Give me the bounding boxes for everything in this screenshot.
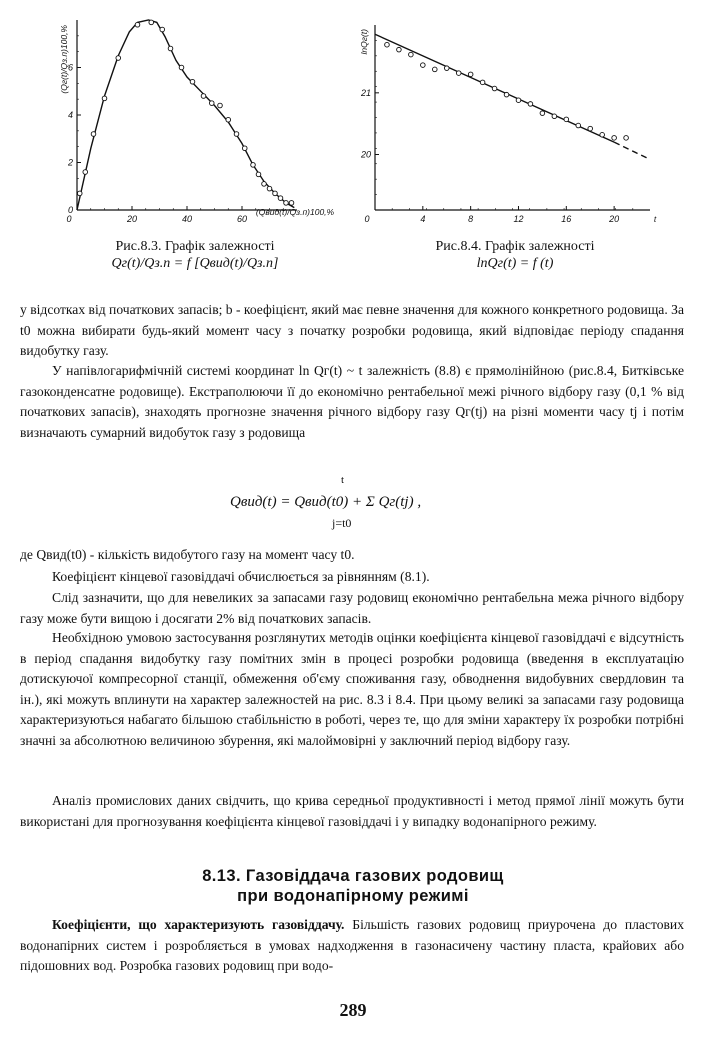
x-tick-label: 60 bbox=[236, 214, 248, 224]
data-point bbox=[516, 98, 521, 103]
x-tick-label: 0 bbox=[66, 214, 72, 224]
data-point bbox=[256, 172, 261, 177]
paragraph-3: де Qвид(t0) - кількість видобутого газу на момент часу t0. bbox=[20, 547, 355, 562]
data-point bbox=[226, 117, 231, 122]
data-point bbox=[77, 191, 82, 196]
x-axis-label: t bbox=[653, 214, 657, 224]
figure-8-4 bbox=[355, 15, 665, 230]
data-point bbox=[504, 92, 509, 97]
y-axis-label: lnQг(t) bbox=[359, 29, 369, 55]
data-point bbox=[273, 191, 278, 196]
data-point bbox=[432, 67, 437, 72]
paragraph-8-lead: Коефіцієнти, що характеризують газовіддачу. bbox=[52, 917, 345, 932]
data-point bbox=[540, 111, 545, 116]
paragraph-1: у відсотках від початкових запасів; b - коефіцієнт, який має певне значення для кожного конкретного родовища. За t0 можна вибирати будь-який момент часу з початку розробки родовища, який відповідає періоду спадання видобутку газу. bbox=[20, 302, 684, 358]
figure-8-4-caption-line2: lnQг(t) = f (t) bbox=[476, 256, 554, 271]
formula-main: Qвид(t) = Qвид(t0) + Σ Qг(tj) , bbox=[230, 494, 422, 510]
x-axis-label: (Qвид(t)/Qз.п)100,% bbox=[255, 207, 335, 217]
data-point bbox=[480, 80, 485, 85]
sum-formula bbox=[230, 474, 530, 544]
data-point bbox=[409, 52, 414, 57]
data-point bbox=[168, 46, 173, 51]
data-point bbox=[160, 27, 165, 32]
data-point bbox=[102, 96, 107, 101]
figure-8-3 bbox=[55, 15, 335, 230]
chart-8-4 bbox=[355, 15, 665, 230]
y-tick-label: 4 bbox=[67, 110, 73, 120]
formula-upper: t bbox=[341, 474, 345, 486]
data-point bbox=[262, 182, 267, 187]
figure-8-4-caption bbox=[365, 238, 665, 272]
data-point bbox=[564, 117, 569, 122]
data-point bbox=[234, 132, 239, 137]
paragraph-4: Коефіцієнт кінцевої газовіддачі обчислюється за рівнянням (8.1). bbox=[52, 569, 430, 584]
x-tick-label: 8 bbox=[468, 214, 474, 224]
y-axis-label: (Qг(t)/Qз.п)100,% bbox=[59, 25, 69, 94]
section-title bbox=[0, 866, 706, 906]
data-point bbox=[91, 132, 96, 137]
paragraph-7: Аналіз промислових даних свідчить, що крива середньої продуктивності і метод прямої лінії можуть бути використані для прогнозування коефіцієнта кінцевої газовіддачі і у випадку водонапірного режиму. bbox=[20, 793, 684, 829]
x-tick-label: 40 bbox=[181, 214, 193, 224]
data-point bbox=[278, 196, 283, 201]
data-point bbox=[421, 63, 426, 68]
paragraph-8 bbox=[20, 915, 684, 977]
data-point bbox=[468, 72, 473, 77]
y-tick-label: 2 bbox=[67, 157, 73, 168]
data-point bbox=[456, 71, 461, 76]
paragraph-8-text: Більшість газових родовищ приурочена до пластових водонапірних систем і розробляється в умовах надходження в газонасичену частину пласта, крайових або підошовних вод. Розробка газових родовищ при водо- bbox=[20, 917, 684, 973]
data-point bbox=[179, 65, 184, 70]
data-point bbox=[267, 186, 272, 191]
data-point bbox=[190, 79, 195, 84]
x-tick-label: 0 bbox=[364, 214, 370, 224]
data-point bbox=[492, 86, 497, 91]
data-point bbox=[600, 132, 605, 137]
x-tick-label: 4 bbox=[420, 214, 426, 224]
data-point bbox=[284, 201, 289, 206]
data-point bbox=[624, 136, 629, 141]
data-point bbox=[242, 146, 247, 151]
page-number: 289 bbox=[339, 1000, 367, 1020]
data-point bbox=[251, 163, 256, 168]
section-title-line1: 8.13. Газовіддача газових родовищ bbox=[202, 867, 504, 885]
figure-8-3-caption-line2: Qг(t)/Qз.п = f [Qвид(t)/Qз.п] bbox=[111, 256, 279, 271]
data-point bbox=[289, 201, 294, 206]
data-point bbox=[116, 56, 121, 61]
section-title-line2: при водонапірному режимі bbox=[237, 887, 469, 905]
y-tick-label: 20 bbox=[360, 149, 371, 160]
data-point bbox=[201, 94, 206, 99]
extrapolation-line bbox=[614, 142, 650, 159]
data-point bbox=[209, 101, 214, 106]
x-tick-label: 20 bbox=[126, 214, 138, 224]
data-point bbox=[385, 42, 390, 47]
data-point bbox=[83, 170, 88, 175]
data-point bbox=[218, 103, 223, 108]
data-point bbox=[397, 47, 402, 52]
y-tick-label: 0 bbox=[67, 205, 73, 215]
data-point bbox=[576, 123, 581, 128]
formula-lower: j=t0 bbox=[332, 516, 352, 530]
figure-8-3-caption bbox=[55, 238, 335, 272]
data-point bbox=[588, 126, 593, 131]
y-tick-label: 21 bbox=[360, 87, 371, 98]
paragraph-5: Слід зазначити, що для невеликих за запасами газу родовищ економічно рентабельна межа річного відбору газу може бути вищою і досягати 2% від початкових запасів. bbox=[20, 590, 684, 626]
data-point bbox=[135, 22, 140, 27]
data-point bbox=[149, 20, 154, 25]
data-point bbox=[612, 136, 617, 141]
x-tick-label: 16 bbox=[561, 214, 572, 224]
data-point bbox=[444, 66, 449, 71]
y-tick-label: 6 bbox=[67, 62, 73, 73]
paragraph-2: У напівлогарифмічній системі координат ln Qг(t) ~ t залежність (8.8) є прямолінійною (рис.8.4, Битківське газоконденсатне родовище). Екстраполюючи її до економічно рентабельної межі річного відбору газу (0,1 % від початкових запасів), знаходять прогнозне значення річного відбору газу Qг(tj) на різні моменти часу tj і потім визначають сумарний видобуток газу з родовища bbox=[20, 363, 684, 440]
paragraph-6: Необхідною умовою застосування розглянутих методів оцінки коефіцієнта кінцевої газовіддачі є відсутність в період спадання видобутку газу помітних змін в процесі розробки родовища (введення в експлуатацію дотискуючої компресорної станції, обмеження об'єму споживання газу, обводнення видобувних свердловин та ін.), які можуть вплинути на характер залежностей на рис. 8.3 і 8.4. При цьому великі за запасами газу родовища характеризуються набагато більшою стабільністю в роботі, через те, що для зміни характеру їх розробки потрібні значні за абсолютною величиною збурення, які малоймовірні у заключний період відбору газу. bbox=[20, 630, 684, 748]
figure-8-4-caption-line1: Рис.8.4. Графік залежності bbox=[435, 239, 595, 254]
x-tick-label: 12 bbox=[513, 214, 524, 224]
data-point bbox=[528, 102, 533, 107]
chart-8-3 bbox=[55, 15, 335, 230]
data-point bbox=[552, 114, 557, 119]
x-tick-label: 20 bbox=[609, 214, 620, 224]
fitted-curve bbox=[77, 20, 294, 210]
figure-8-3-caption-line1: Рис.8.3. Графік залежності bbox=[115, 239, 275, 254]
